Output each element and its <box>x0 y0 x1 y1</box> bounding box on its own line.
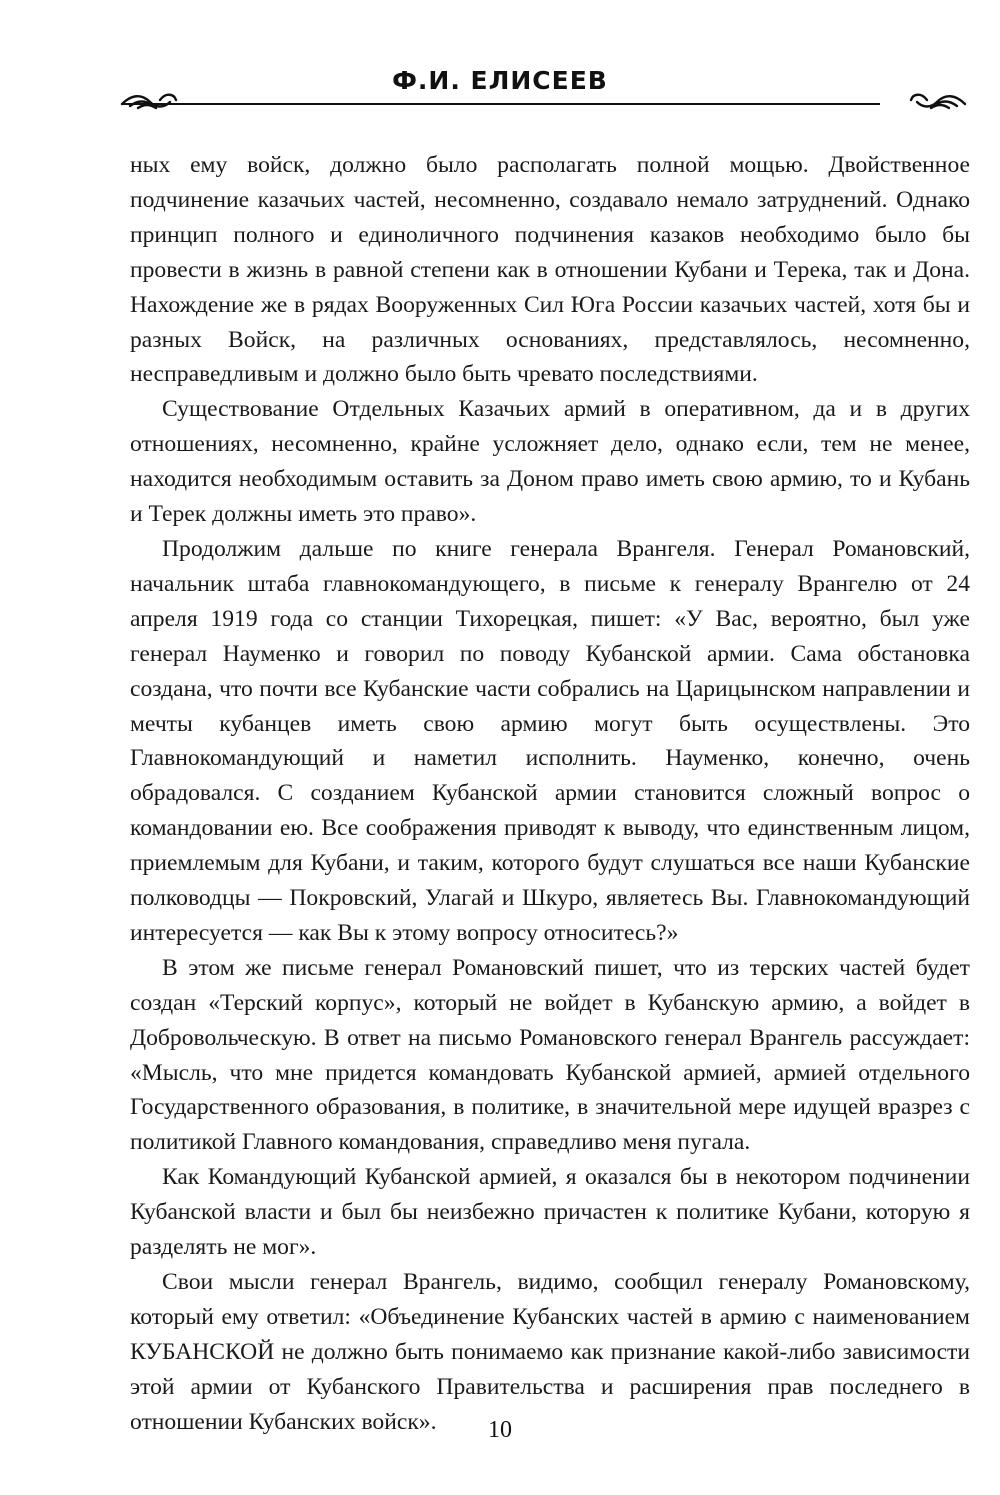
paragraph-1: ных ему войск, должно было располагать полной мощью. Двойственное подчинение казачьих частей, несомненно, создавало немало затруднений. Однако принцип полного и единоличного подчинения казаков необходимо было бы провести в жизнь в равной степени как в отношении Кубани и Терека, так и Дона. Нахождение же в рядах Вооруженных Сил Юга России казачьих частей, хотя бы и разных Войск, на различных основаниях, представлялось, несомненно, несправедливым и должно было быть чревато последствиями. <box>130 152 970 388</box>
paragraph-4: В этом же письме генерал Романовский пишет, что из терских частей будет создан «Терский корпус», который не войдет в Кубанскую армию, а войдет в Добровольческую. В ответ на письмо Романовского генерал Врангель рассуждает: «Мысль, что мне придется командовать Кубанской армией, армией отдельного Государственного образования, в политике, в значительной мере идущей вразрез с политикой Главного командования, справедливо меня пугала. <box>130 954 970 1156</box>
paragraph-6: Свои мысли генерал Врангель, видимо, сообщил генералу Романовскому, который ему ответил: «Объединение Кубанских частей в армию с наименованием КУБАНСКОЙ не должно быть понимаемо как признание какой-либо зависимости этой армии от Кубанского Правительства и расширения прав последнего в отношении Кубанских войск». <box>130 1269 970 1435</box>
paragraph-5: Как Командующий Кубанской армией, я оказался бы в некотором подчинении Кубанской власти и был бы неизбежно причастен к политике Кубани, которую я разделять не мог». <box>130 1164 970 1261</box>
left-flourish-ornament <box>120 86 182 116</box>
header-rule <box>122 103 880 105</box>
running-head-title: Ф.И. ЕЛИСЕЕВ <box>392 66 608 95</box>
paragraph-3: Продолжим дальше по книге генерала Врангеля. Генерал Романовский, начальник штаба главнокомандующего, в письме к генералу Врангелю от 24 апреля 1919 года со станции Тихорецкая, пишет: «У Вас, вероятно, был уже генерал Науменко и говорил по поводу Кубанской армии. Сама обстановка создана, что почти все Кубанские части собрались на Царицынском направлении и мечты кубанцев иметь свою армию могут быть осуществлены. Это Главнокомандующий и наметил исполнить. Науменко, конечно, очень обрадовался. С созданием Кубанской армии становится сложный вопрос о командовании ею. Все соображения приводят к выводу, что единственным лицом, приемлемым для Кубани, и таким, которого будут слушаться все наши Кубанские полководцы — Покровский, Улагай и Шкуро, являетесь Вы. Главнокомандующий интересуется — как Вы к этому вопросу относитесь?» <box>130 535 970 946</box>
paragraph-2: Существование Отдельных Казачьих армий в оперативном, да и в других отношениях, несомненно, крайне усложняет дело, однако если, тем не менее, находится необходимым оставить за Доном право иметь свою армию, то и Кубань и Терек должны иметь это право». <box>130 396 970 528</box>
right-flourish-ornament <box>905 86 967 116</box>
body-text <box>130 148 970 1440</box>
page-number: 10 <box>488 1417 512 1443</box>
